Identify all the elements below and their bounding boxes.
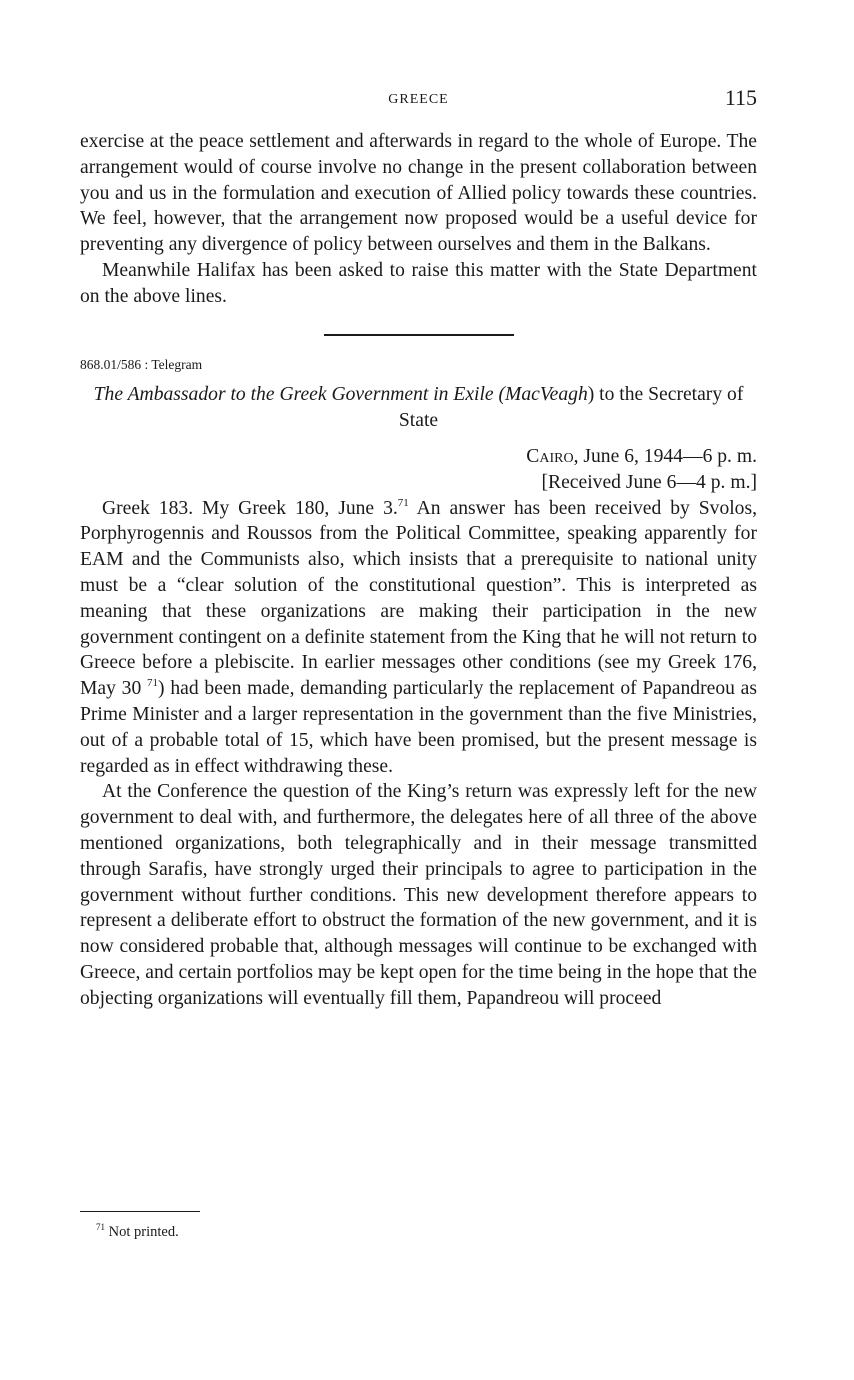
page-number: 115 — [724, 85, 757, 110]
dateline — [80, 444, 757, 470]
continuation-paragraph: exercise at the peace settlement and afterwards in regard to the whole of Europe. The arrangement would of course involve no change in the present collaboration between you and us in the formulation and execution of Allied policy towards these countries. We feel, however, that the arrangement now proposed would be a useful device for preventing any divergence of policy between ourselves and them in the Balkans. — [80, 131, 757, 256]
footnote-divider — [80, 1211, 200, 1212]
footnote-reference: 71 — [147, 677, 159, 690]
telegram-paragraph: At the Conference the question of the King’s return was expressly left for the new government to deal with, and furthermore, the delegates here of all three of the above mentioned organizations, both telegraphically and in their message transmitted through Sarafis, have strongly urged their principals to agree to participation in the government without further conditions. This new development therefore appears to represent a deliberate effort to obstruct the formation of the new government, and it is now considered probable that, although messages will continue to be exchanged with Greece, and certain portfolios may be kept open for the time being in the hope that the objecting organizations will eventually fill them, Papandreou will proceed — [80, 781, 757, 1009]
paragraph-text: An answer has been received by Svolos, Porphyrogennis and Roussos from the Political Committee, speaking apparently for EAM and the Communists also, which insists that a prerequisite to national unity must be a “clear solution of the constitutional question”. This is interpreted as meaning that these organizations are making their participation in the new government contingent on a definite statement from the King that he will not return to Greece before a plebiscite. In earlier messages other conditions (see my Greek 176, May 30 — [80, 497, 758, 700]
page-body — [80, 129, 757, 1012]
running-title: GREECE — [388, 92, 449, 107]
footnote-text: Not printed. — [105, 1224, 179, 1240]
heading-text: The Ambassador to the Greek Government in Exile ( — [93, 383, 506, 405]
continuation-paragraph: Meanwhile Halifax has been asked to raise this matter with the State Department on the above lines. — [80, 259, 757, 307]
telegram-paragraph — [80, 496, 757, 780]
heading-text: ) to the Secretary of State — [398, 383, 744, 431]
file-reference: 868.01/586 : Telegram — [80, 356, 203, 372]
dateline-place: Cairo — [526, 445, 574, 467]
paragraph-text: ) had been made, demanding particularly the replacement of Papandreou as Prime Minister and a larger representation in the government than the five Ministries, out of a probable total of 15, which have been promised, but the present message is regarded as in effect withdrawing these. — [80, 678, 757, 777]
footnote-marker: 71 — [96, 1222, 105, 1232]
paragraph-text: Greek 183. My Greek 180, June 3. — [102, 497, 398, 519]
running-header — [80, 85, 757, 116]
footnote — [96, 1224, 179, 1241]
document-heading — [80, 382, 757, 434]
received-line: [Received June 6—4 p. m.] — [541, 471, 757, 493]
section-divider — [324, 334, 514, 336]
heading-name: MacVeagh — [505, 383, 588, 405]
dateline-date: , June 6, 1944—6 p. m. — [573, 445, 757, 467]
footnote-reference: 71 — [397, 496, 409, 509]
